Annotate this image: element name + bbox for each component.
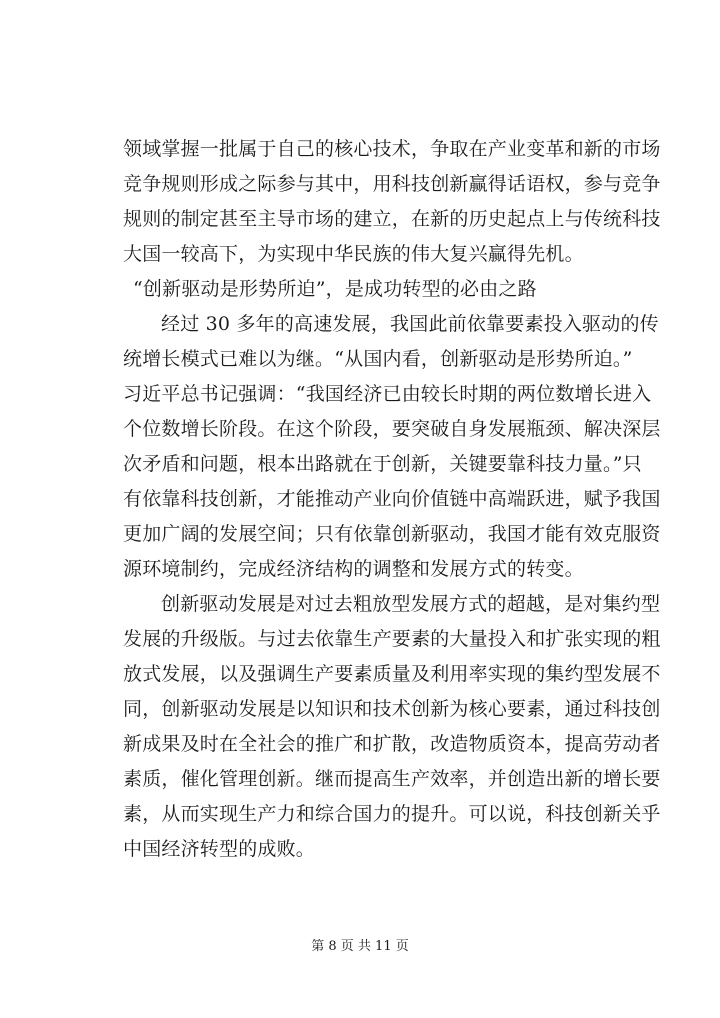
- text-line: 经过 30 多年的高速发展，我国此前依靠要素投入驱动的传: [161, 313, 659, 335]
- text-line: 次矛盾和问题，根本出路就在于创新，关键要靠科技力量。”只: [123, 453, 642, 475]
- text-line: 同，创新驱动发展是以知识和技术创新为核心要素，通过科技创: [123, 698, 661, 720]
- text-line: 大国一较高下，为实现中华民族的伟大复兴赢得先机。: [123, 243, 584, 265]
- text-line: 统增长模式已难以为继。“从国内看，创新驱动是形势所迫。”: [123, 348, 633, 370]
- text-line: 个位数增长阶段。在这个阶段，要突破自身发展瓶颈、解决深层: [123, 418, 661, 440]
- text-line: 中国经济转型的成败。: [123, 838, 316, 860]
- text-line: 发展的升级版。与过去依靠生产要素的大量投入和扩张实现的粗: [123, 628, 661, 650]
- page-number-footer: 第 8 页 共 11 页: [311, 939, 409, 954]
- text-line: 素质，催化管理创新。继而提高生产效率，并创造出新的增长要: [123, 768, 661, 790]
- text-line: 创新驱动发展是对过去粗放型发展方式的超越，是对集约型: [161, 593, 661, 615]
- section-heading: “创新驱动是形势所迫”，是成功转型的必由之路: [133, 278, 537, 300]
- text-line: 素，从而实现生产力和综合国力的提升。可以说，科技创新关乎: [123, 803, 661, 825]
- text-line: 领域掌握一批属于自己的核心技术，争取在产业变革和新的市场: [123, 138, 661, 160]
- text-line: 新成果及时在全社会的推广和扩散，改造物质资本，提高劳动者: [123, 733, 661, 755]
- text-line: 规则的制定甚至主导市场的建立，在新的历史起点上与传统科技: [123, 208, 661, 230]
- text-line: 习近平总书记强调：“我国经济已由较长时期的两位数增长进入: [123, 383, 652, 405]
- document-body: [123, 132, 661, 867]
- text-line: 更加广阔的发展空间；只有依靠创新驱动，我国才能有效克服资: [123, 523, 661, 545]
- text-line: 有依靠科技创新，才能推动产业向价值链中高端跃进，赋予我国: [123, 488, 661, 510]
- text-line: 放式发展，以及强调生产要素质量及利用率实现的集约型发展不: [123, 663, 661, 685]
- text-line: 竞争规则形成之际参与其中，用科技创新赢得话语权，参与竞争: [123, 173, 661, 195]
- text-line: 源环境制约，完成经济结构的调整和发展方式的转变。: [123, 558, 584, 580]
